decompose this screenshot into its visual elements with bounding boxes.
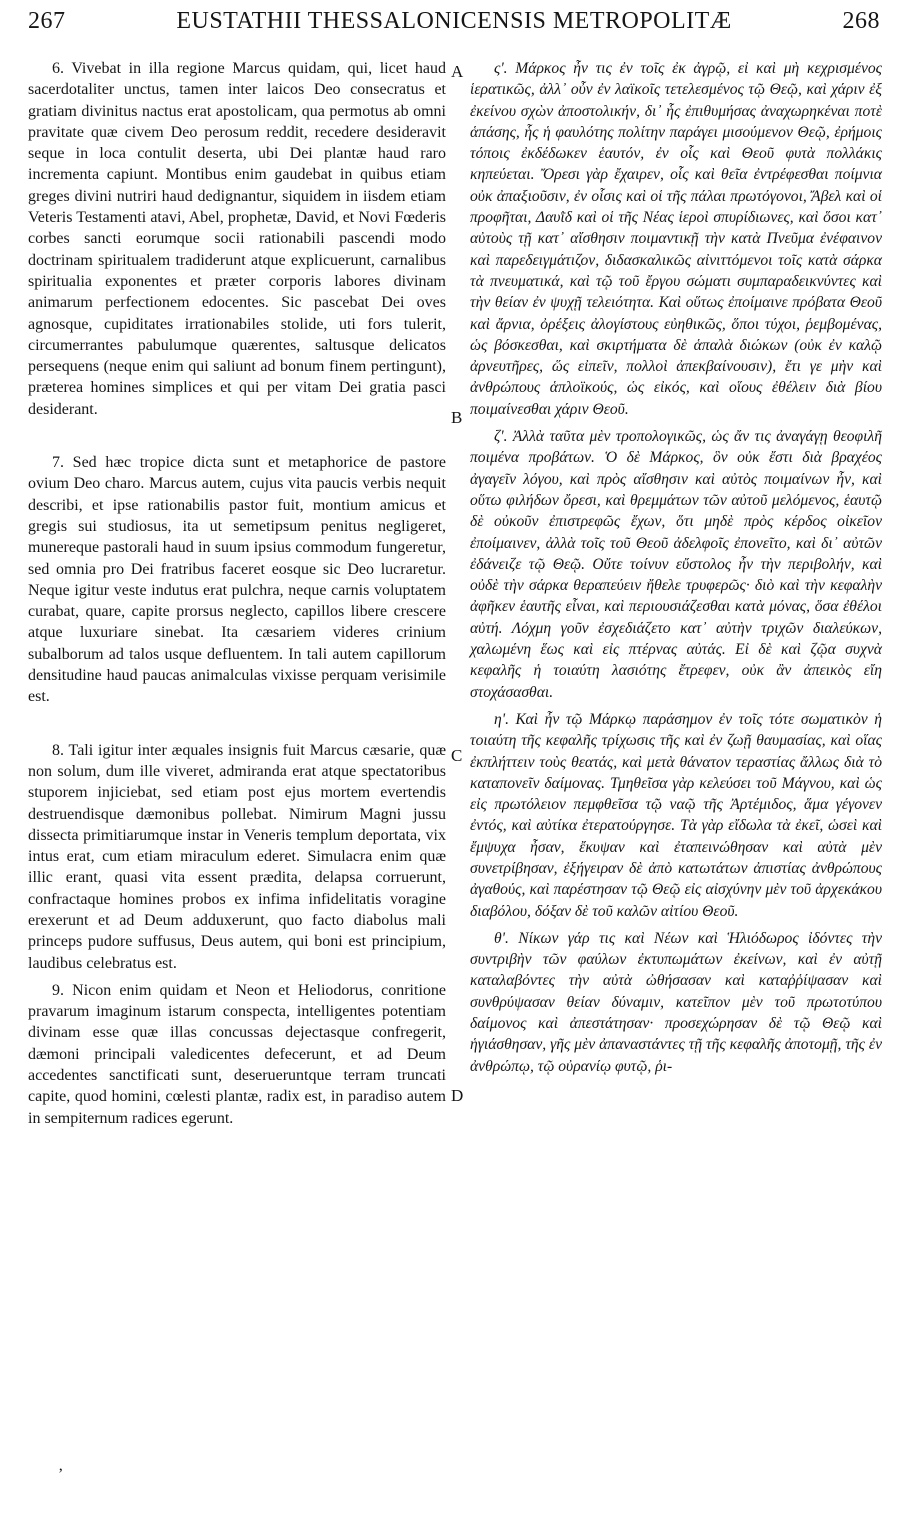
- margin-marker-c: C: [451, 746, 463, 765]
- latin-paragraph-9: 9. Nicon enim quidam et Neon et Heliodorus, conritione pravarum imaginum istarum conspecta, intelligentes potentiam divinam esse quæ illas concussas dejectasque confregerit, dæmoni principali valedicentes defecerunt, et ad Deum accedentes sanctificati sunt, deserueruntque terram truncati capite, quod homini, cœlesti plantæ, radix est, in paradiso autem in sempiternum radices egerunt.: [28, 981, 446, 1127]
- margin-marker-b: B: [451, 408, 463, 427]
- latin-paragraph-8: 8. Tali igitur inter æquales insignis fuit Marcus cæsarie, quæ non solum, dum ille viveret, admiranda erat atque spectatoribus stuporem injiciebat, sed etiam post ejus mortem evertendis destruendisque dæmonibus pollebat. Nimirum Magni jussu dissecta primitiarumque instar in Veneris templum deportata, vix intus erat, cum etiam miraculum ederet. Simulacra enim quæ illic erant, quasi vita essent prædita, delapsa corruerunt, confractaque homines probos ex infima infidelitatis voragine erexerunt et ad Deum adduxerunt, quo facto diabolus mali princeps pudore suffusus, Deus autem, qui boni est principium, laudibus celebratus est.: [28, 741, 446, 972]
- latin-paragraph-6: 6. Vivebat in illa regione Marcus quidam, qui, licet haud sacerdotaliter unctus, tamen inter laicos Deo consecratus et gratiam divinitus nactus erat apostolicam, qua permotus ab omni pravitate quæ civem Deo perosum reddit, recedere desideravit seque in loca contulit deserta, ubi Dei plantæ haud raro incrementa capiunt. Montibus enim gaudebat in quibus etiam greges divini nutriri haud dedignantur, siquidem in iisdem etiam Veteris Testamenti atavi, Abel, prophetæ, David, et Novi Fœderis corbes sancti eorumque socii rationabili pascendi modo doctrinam spiritualem tradiderunt atque explicuerunt, carnalibus spiritualia exponentes et præter corporis labores divinam animarum perfectionem edocentes. Sic pascebat Dei oves agnosque, cupiditates irrationabiles stolide, uti fors tulerit, circumerrantes pabulumque quærentes, saltusque delicatos persequens (neque enim qui saliunt ad bonum finem pertingunt), præterea homines simplices et qui per vitam Dei gratia pasci desiderant.: [28, 60, 446, 418]
- latin-paragraph-7: 7. Sed hæc tropice dicta sunt et metaphorice de pastore ovium Deo charo. Marcus autem, cujus vita paucis verbis nequit describi, et ipse rationabilis pastor fuit, montium amicus et gregis sui studiosus, ita ut semetipsum penitus negligeret, munereque pastorali haud in suum ipsius commodum fungeretur, sed omnia pro Dei fratribus faceret eosque sic Deo lucraretur. Neque igitur veste indutus erat pulchra, neque carnis voluptatem curabat, quare, capite prorsus neglecto, capillos libere crescere atque luxuriare sinebat. Ita cæsariem videres crinium subalborum ad talos usque defluentem. In tali autem capillorum densitudine haud paucas animalculas vixisse perquam verisimile est.: [28, 454, 446, 706]
- stray-print-mark: ʼ: [58, 1466, 64, 1483]
- greek-paragraph-6: ς'. Μάρκος ἦν τις ἐν τοῖς ἐκ ἀγρῷ, εἰ καὶ μὴ κεχρισμένος ἱερατικῶς, ἀλλ᾽ οὖν ἐν λαϊκοῖς τετελεσμένος τῷ Θεῷ, καὶ χάριν ἐξ ἐκείνου σχὼν ἀποστολικήν, δι᾽ ἧς ἐπιθυμήσας ἀναχωρηκέναι ποτὲ ἁπάσης, ἧς ἡ φαυλότης πολίτην παράγει μισούμενον Θεῷ, ἐρήμοις τόποις ἐκδέδωκεν ἑαυτόν, ἐν οἷς καὶ Θεοῦ φυτὰ πολλάκις κηπεύεται. Ὄρεσι γὰρ ἔχαιρεν, οἷς καὶ θεῖα ἐντρέφεσθαι ποίμνια οὐκ ἀπαξιοῦσιν, ἐν οἷσις καὶ οἱ τῆς πάλαι πρωτόγονοι, Ἄβελ καὶ οἱ προφῆται, Δαυῒδ καὶ οἱ τῆς Νέας ἱεροὶ σπυρίδιωνες, καὶ ὅσοι κατ᾽ αὐτοὺς τῇ κατ᾽ αἴσθησιν ποιμαντικῇ τὴν κατὰ Πνεῦμα ἐνέφαινον καὶ παρεδειγμάτιζον, διδασκαλικῶς αἰνιττόμενοι τοῖς κατὰ σάρκα τὰ πνευματικά, καὶ τῷ τοῦ ἔργου σώματι συμπαραδεικνύντες καὶ τὴν θείαν ἐν ψυχῇ τελειότητα. Καὶ οὕτως ἐποίμαινε πρόβατα Θεοῦ καὶ ἄρνια, ὀρέξεις ἀλογίστους εὐηθικῶς, ὅποι τύχοι, ῥεμβομένας, ὡς βόσκεσθαι, καὶ σκιρτήματα δὲ ἁπαλὰ διώκων (οὐκ ἐν καλῷ ἀρνευτῆρες, ὥς εἰπεῖν, πολλοὶ ἀπεκβαίνουσιν), ἔτι γε μὴν καὶ ἀνθρώπους ἁπλοϊκούς, ὡς εἰκός, καὶ οἵους ἐθέλειν διὰ βίου ποιμαίνεσθαι χάριν Θεοῦ.: [470, 60, 882, 418]
- margin-marker-d: D: [451, 1086, 464, 1105]
- right-page-number: 268: [842, 8, 880, 34]
- running-header: [28, 8, 880, 50]
- latin-column: [28, 58, 446, 1129]
- greek-paragraph-9: θ'. Νίκων γάρ τις καὶ Νέων καὶ Ἡλιόδωρος ἰδόντες τὴν συντριβὴν τῶν φαύλων ἐκτυπωμάτων ἐκείνων, καὶ ἐν αὐτῇ καταλαβόντες τὴν αὐτὰ ὠθήσασαν καὶ καταῤῥίψασαν καὶ συνθρύψασαν θείαν δύναμιν, κατεῖπον μὲν τοῦ πρωτοτύπου δαίμονος καὶ ἀπεστάτησαν· προσεχώρησαν δὲ τῷ Θεῷ καὶ ἡγιάσθησαν, γῆς μὲν ἀπαναστάντες τῇ τῆς κεφαλῆς ἀποτομῇ, τῆς ἐν ἀνθρώπῳ, τῷ οὐρανίῳ φυτῷ, ῥι-: [470, 929, 882, 1075]
- left-page-number: 267: [28, 8, 66, 34]
- greek-paragraph-8: η'. Καὶ ἦν τῷ Μάρκῳ παράσημον ἐν τοῖς τότε σωματικὸν ἡ τοιαύτη τῆς κεφαλῆς τρίχωσις τῆς καὶ ἐν ζωῇ θαυμασίας, καὶ οἵας ἐκπλήττειν τοὺς θεατάς, καὶ μετὰ θάνατον τεραστίας ἄλλως διὰ τὸ καταπονεῖν δαίμονας. Τμηθεῖσα γὰρ κελεύσει τοῦ Μάγνου, καὶ ὡς εἰς πρωτόλειον πεμφθεῖσα τῷ ναῷ τῆς Ἀρτέμιδος, ἅμα γέγονεν ἐντός, καὶ αὐτίκα ἐτερατούργησε. Τὰ γὰρ εἴδωλα τὰ ἐκεῖ, ὡσεὶ καὶ ἔμψυχα ἦσαν, ἔκυψαν καὶ ἐταπεινώθησαν καὶ αὐτὰ μὲν συνετρίβησαν, ἐξήγειραν δὲ ἀπὸ κατωτάτων ἀπιστίας ἀνθρώπους ἀγαθούς, καὶ παρέστησαν τῷ Θεῷ εἰς αἰσχύνην μὲν τοῦ ἀρχεκάκου διαβόλου, δόξαν δὲ τοῦ καλῶν αἰτίου Θεοῦ.: [470, 710, 882, 920]
- running-title: EUSTATHII THESSALONICENSIS METROPOLITÆ: [176, 8, 732, 34]
- greek-column: [470, 58, 882, 1077]
- margin-marker-a: A: [451, 62, 464, 81]
- greek-paragraph-7: ζ'. Ἀλλὰ ταῦτα μὲν τροπολογικῶς, ὡς ἄν τις ἀναγάγῃ θεοφιλῆ ποιμένα προβάτων. Ὁ δὲ Μάρκος, ὃν οὐκ ἔστι διὰ βραχέος ἀγαγεῖν λόγου, καὶ πρὸς αἴσθησιν καὶ αὐτὸς ποιμαίνων ἦν, καὶ οὕτω φιλήδων ὄρεσι, καὶ θρεμμάτων τῶν αὐτοῦ μελόμενος, ἑαυτῷ δὲ οὐκοῦν ἐπιστρεφῶς ἔχων, ὅτι μηδὲ πρὸς κέρδος οἰκεῖον ἐποίμαινεν, ἀλλὰ τοῖς τοῦ Θεοῦ ἀδελφοῖς ἐπονεῖτο, καὶ δι᾽ αὐτῶν ἐδάνειζε τῷ Θεῷ. Οὔτε τοίνυν εὔστολος ἦν τὴν περιβολήν, καὶ οὐδὲ τὴν σάρκα θεραπεύειν ἤθελε τρυφερῶς· διὸ καὶ τὴν κεφαλὴν ἀφῆκεν ἑαυτῆς εἶναι, καὶ περιουσιάζεσθαι κατὰ μόνας, ὅσα ἐθέλοι αὐτή. Λόχμη γοῦν ἐσχεδιάζετο κατ᾽ αὐτὴν τριχῶν διαλεύκων, χαλωμένη ἕως καὶ εἰς πτέρνας αὐτάς. Εἰ δὲ καὶ ζῷα συχνὰ κεφαλῆς ἡ τοιαύτη λασιότης ἔτρεφεν, οὐκ ἂν ἀπεικὸς εἴη στοχάσασθαι.: [470, 428, 882, 701]
